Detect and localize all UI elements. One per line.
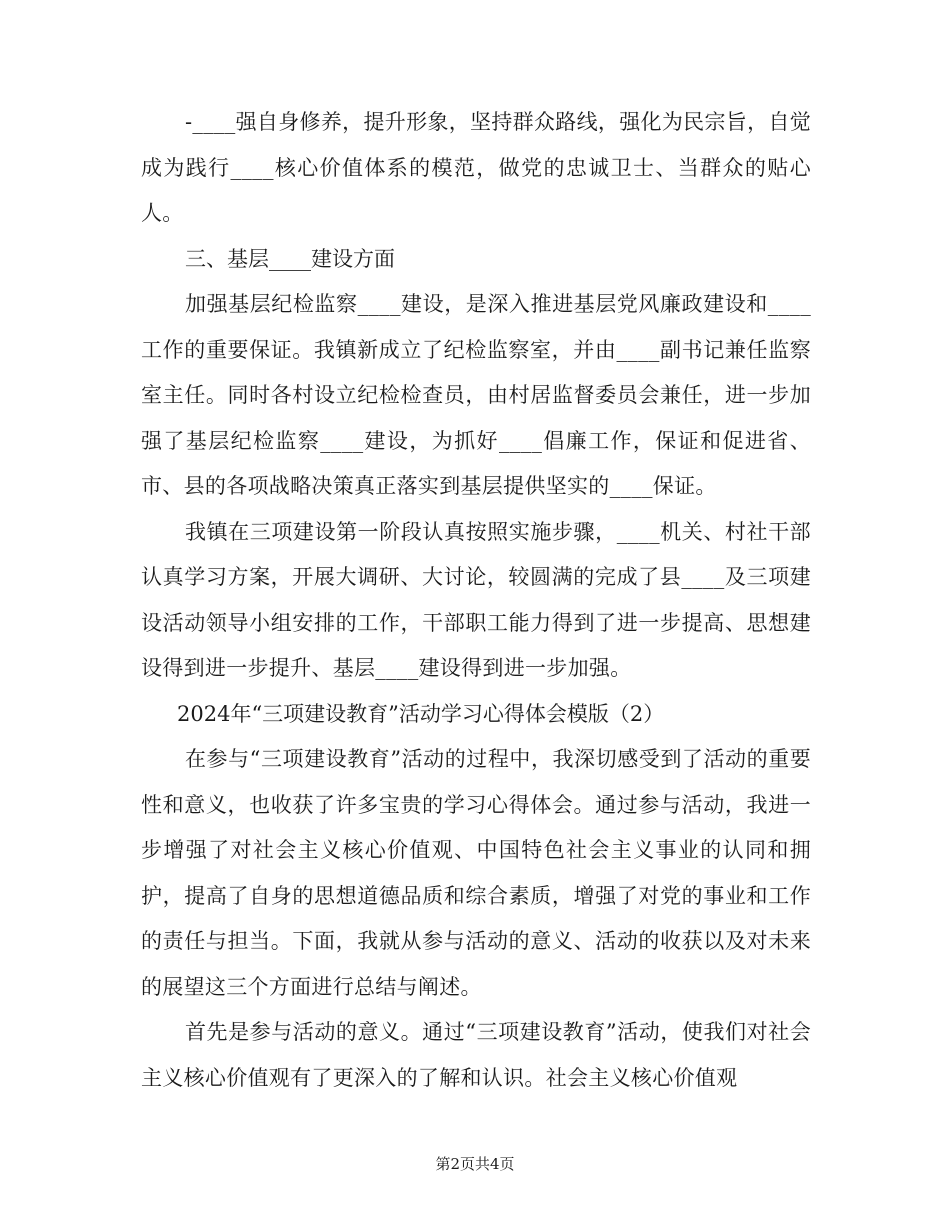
page-number: 第2页共4页 [435,1155,515,1173]
paragraph-participation: 在参与“三项建设教育”活动的过程中，我深切感受到了活动的重要性和意义，也收获了许多宝贵的学习心得体会。通过参与活动，我进一步增强了对社会主义核心价值观、中国特色社会主义事业的认同和拥护，提高了自身的思想道德品质和综合素质，增强了对党的事业和工作的责任与担当。下面，我就从参与活动的意义、活动的收获以及对未来的展望这三个方面进行总结与阐述。 [141,747,811,999]
section-heading-grassroots: 三、基层____建设方面 [185,246,395,271]
paragraph-self-cultivation: -____强自身修养，提升形象，坚持群众路线，强化为民宗旨，自觉成为践行____核心价值体系的模范，做党的忠诚卫士、当群众的贴心人。 [141,110,811,225]
document-body [141,100,811,1101]
document-title: 2024年“三项建设教育”活动学习心得体会模版（2） [177,701,665,726]
paragraph-first-stage: 我镇在三项建设第一阶段认真按照实施步骤，____机关、村社干部认真学习方案，开展大调研、大讨论，较圆满的完成了县____及三项建设活动领导小组安排的工作，干部职工能力得到了进一步提高、思想建设得到进一步提升、基层____建设得到进一步加强。 [141,519,811,680]
paragraph-significance: 首先是参与活动的意义。通过“三项建设教育”活动，使我们对社会主义核心价值观有了更深入的了解和认识。社会主义核心价值观 [141,1020,811,1090]
paragraph-discipline-inspection: 加强基层纪检监察____建设，是深入推进基层党风廉政建设和____工作的重要保证。我镇新成立了纪检监察室，并由____副书记兼任监察室主任。同时各村设立纪检检查员，由村居监督委员会兼任，进一步加强了基层纪检监察____建设，为抓好____倡廉工作，保证和促进省、市、县的各项战略决策真正落实到基层提供坚实的____保证。 [141,292,811,498]
